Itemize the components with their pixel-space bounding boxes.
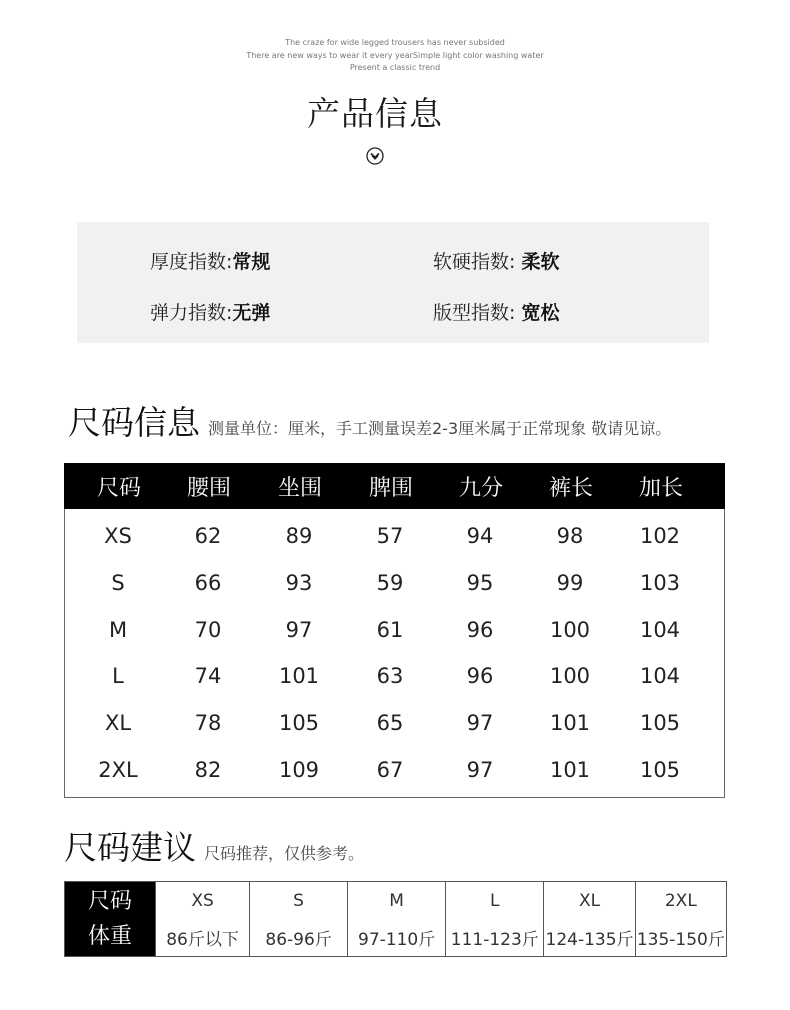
suggestion-weight-cell: 124-135斤 xyxy=(544,919,635,957)
suggestion-size-cell: L xyxy=(446,882,544,920)
size-header-cell: 加长 xyxy=(638,476,683,501)
suggestion-label-cell xyxy=(65,882,156,957)
size-header-cell: 尺码 xyxy=(96,476,141,501)
size-cell: 99 xyxy=(556,571,584,595)
size-table-row xyxy=(65,571,724,597)
size-cell: 62 xyxy=(194,524,222,548)
suggestion-size-cell: 2XL xyxy=(635,882,726,920)
size-table-row xyxy=(65,711,724,737)
size-info-title: 尺码信息 xyxy=(68,403,200,442)
size-cell: 82 xyxy=(194,758,222,782)
size-cell: 89 xyxy=(285,524,313,548)
size-cell: 101 xyxy=(278,664,320,688)
suggestion-weight-cell: 135-150斤 xyxy=(635,919,726,957)
size-cell: 105 xyxy=(639,711,681,735)
suggestion-size-row xyxy=(65,882,727,920)
size-cell: 61 xyxy=(376,618,404,642)
suggestion-weight-row xyxy=(65,919,727,957)
size-cell: 105 xyxy=(639,758,681,782)
tagline-line-3: Present a classic trend xyxy=(349,63,441,72)
size-cell: 101 xyxy=(549,711,591,735)
page-title-text: 产品信息 xyxy=(307,94,443,133)
size-cell: 95 xyxy=(466,571,494,595)
size-cell: 97 xyxy=(466,758,494,782)
size-suggestion-title: 尺码建议 xyxy=(64,828,196,867)
size-cell: 105 xyxy=(278,711,320,735)
size-header-cell: 九分 xyxy=(458,476,503,501)
size-suggestion-table xyxy=(64,881,727,957)
size-cell: L xyxy=(112,664,124,688)
size-table-row xyxy=(65,664,724,690)
size-cell: 78 xyxy=(194,711,222,735)
suggestion-label-weight: 体重 xyxy=(88,924,133,949)
page-title xyxy=(0,88,750,135)
size-cell: 93 xyxy=(285,571,313,595)
size-cell: 100 xyxy=(549,618,591,642)
size-header-cell: 腰围 xyxy=(186,476,231,501)
size-cell: 97 xyxy=(466,711,494,735)
size-cell: 94 xyxy=(466,524,494,548)
size-cell: 104 xyxy=(639,664,681,688)
size-cell: 109 xyxy=(278,758,320,782)
suggestion-weight-cell: 111-123斤 xyxy=(446,919,544,957)
size-suggestion-note: 尺码推荐，仅供参考。 xyxy=(204,844,365,863)
size-table-row xyxy=(65,618,724,644)
size-cell: 67 xyxy=(376,758,404,782)
size-cell: 100 xyxy=(549,664,591,688)
size-cell: XS xyxy=(104,524,132,548)
size-cell: 102 xyxy=(639,524,681,548)
size-cell: 70 xyxy=(194,618,222,642)
size-table-row xyxy=(65,524,724,550)
size-cell: 65 xyxy=(376,711,404,735)
size-info-heading xyxy=(68,397,671,444)
suggestion-weight-cell: 86斤以下 xyxy=(156,919,250,957)
info-softness: 软硬指数: 柔软 xyxy=(433,251,560,273)
suggestion-size-cell: S xyxy=(250,882,348,920)
tagline-line-2: There are new ways to wear it every yearSimple light color washing water xyxy=(246,50,544,60)
size-info-note: 测量单位：厘米，手工测量误差2-3厘米属于正常现象 敬请见谅。 xyxy=(208,419,672,438)
size-cell: S xyxy=(111,571,125,595)
suggestion-size-cell: M xyxy=(348,882,446,920)
size-cell: M xyxy=(108,618,128,642)
size-header-cell: 脾围 xyxy=(368,476,413,501)
suggestion-size-cell: XL xyxy=(544,882,635,920)
size-cell: 74 xyxy=(194,664,222,688)
size-cell: XL xyxy=(104,711,132,735)
size-cell: 103 xyxy=(639,571,681,595)
size-cell: 104 xyxy=(639,618,681,642)
info-thickness: 厚度指数:常规 xyxy=(150,251,271,273)
suggestion-weight-cell: 97-110斤 xyxy=(348,919,446,957)
size-table xyxy=(64,463,725,798)
size-cell: 63 xyxy=(376,664,404,688)
info-fit: 版型指数: 宽松 xyxy=(433,302,560,324)
tagline xyxy=(0,37,790,75)
suggestion-size-cell: XS xyxy=(156,882,250,920)
size-cell: 2XL xyxy=(98,758,138,782)
suggestion-label-size: 尺码 xyxy=(88,889,133,914)
size-cell: 101 xyxy=(549,758,591,782)
size-cell: 96 xyxy=(466,618,494,642)
size-cell: 96 xyxy=(466,664,494,688)
size-cell: 66 xyxy=(194,571,222,595)
size-header-cell: 裤长 xyxy=(548,476,593,501)
size-suggestion-heading xyxy=(64,822,364,869)
size-table-header xyxy=(64,463,725,509)
suggestion-weight-cell: 86-96斤 xyxy=(250,919,348,957)
product-info-box xyxy=(77,222,709,343)
tagline-line-1: The craze for wide legged trousers has never subsided xyxy=(285,38,505,47)
size-cell: 59 xyxy=(376,571,404,595)
size-cell: 98 xyxy=(556,524,584,548)
size-cell: 57 xyxy=(376,524,404,548)
info-elasticity: 弹力指数:无弹 xyxy=(150,302,271,324)
chevron-down-icon xyxy=(366,147,384,165)
size-cell: 97 xyxy=(285,618,313,642)
size-table-row xyxy=(65,758,724,784)
size-header-cell: 坐围 xyxy=(277,476,322,501)
